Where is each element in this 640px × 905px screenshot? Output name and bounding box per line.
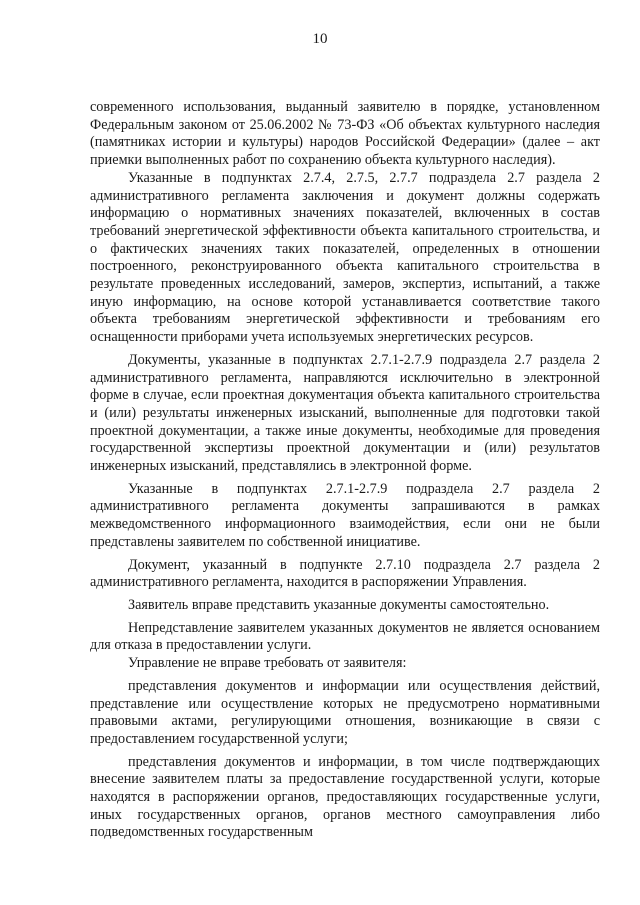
document-body (90, 99, 600, 842)
paragraph-continuation: современного использования, выданный заявителю в порядке, установленном Федеральным законом от 25.06.2002 № 73-ФЗ «Об объектах культурного наследия (памятниках истории и культуры) народов Российской Федерации» (далее – акт приемки выполненных работ по сохранению объекта культурного наследия). (90, 99, 600, 169)
paragraph-requirements-content: Указанные в подпунктах 2.7.4, 2.7.5, 2.7.7 подраздела 2.7 раздела 2 административного регламента заключения и документ должны содержать информацию о нормативных значениях показателей, включенных в состав требований энергетической эффективности объекта капитального строительства, и о фактических значениях таких показателей, определенных в отношении построенного, реконструированного объекта капитального строительства в результате проведенных исследований, замеров, экспертиз, испытаний, а также иную информацию, на основе которой устанавливается соответствие такого объекта требованиям энергетической эффективности и требованиям его оснащенности приборами учета используемых энергетических ресурсов. (90, 169, 600, 346)
page-number: 10 (312, 31, 328, 47)
paragraph-prohibition-1: представления документов и информации или осуществления действий, представление или осуществление которых не предусмотрено нормативными правовыми актами, регулирующими отношения, возникающие в связи с предоставлением государственной услуги; (90, 677, 600, 747)
paragraph-prohibition-2: представления документов и информации, в том числе подтверждающих внесение заявителем платы за предоставление государственной услуги, которые находятся в распоряжении органов, предоставляющих государственные услуги, иных государственных органов, органов местного самоуправления либо подведомственных государственным (90, 753, 600, 841)
paragraph-document-2-7-10: Документ, указанный в подпункте 2.7.10 подраздела 2.7 раздела 2 административного регламента, находится в распоряжении Управления. (90, 556, 600, 591)
paragraph-interagency-request: Указанные в подпунктах 2.7.1-2.7.9 подраздела 2.7 раздела 2 административного регламента документы запрашиваются в рамках межведомственного информационного взаимодействия, если они не были представлены заявителем по собственной инициативе. (90, 480, 600, 550)
paragraph-prohibitions-heading: Управление не вправе требовать от заявителя: (128, 655, 407, 672)
paragraph-non-submission: Непредставление заявителем указанных документов не является основанием для отказа в предоставлении услуги. (90, 619, 600, 654)
paragraph-electronic-form: Документы, указанные в подпунктах 2.7.1-2.7.9 подраздела 2.7 раздела 2 административного регламента, направляются исключительно в электронной форме в случае, если проектная документация объекта капитального строительства и (или) результаты инженерных изысканий, выполненные для подготовки такой проектной документации, а также иные документы, необходимые для проведения государственной экспертизы проектной документации и (или) результатов инженерных изысканий, представлялись в электронной форме. (90, 351, 600, 475)
paragraph-self-submission: Заявитель вправе представить указанные документы самостоятельно. (128, 596, 550, 613)
